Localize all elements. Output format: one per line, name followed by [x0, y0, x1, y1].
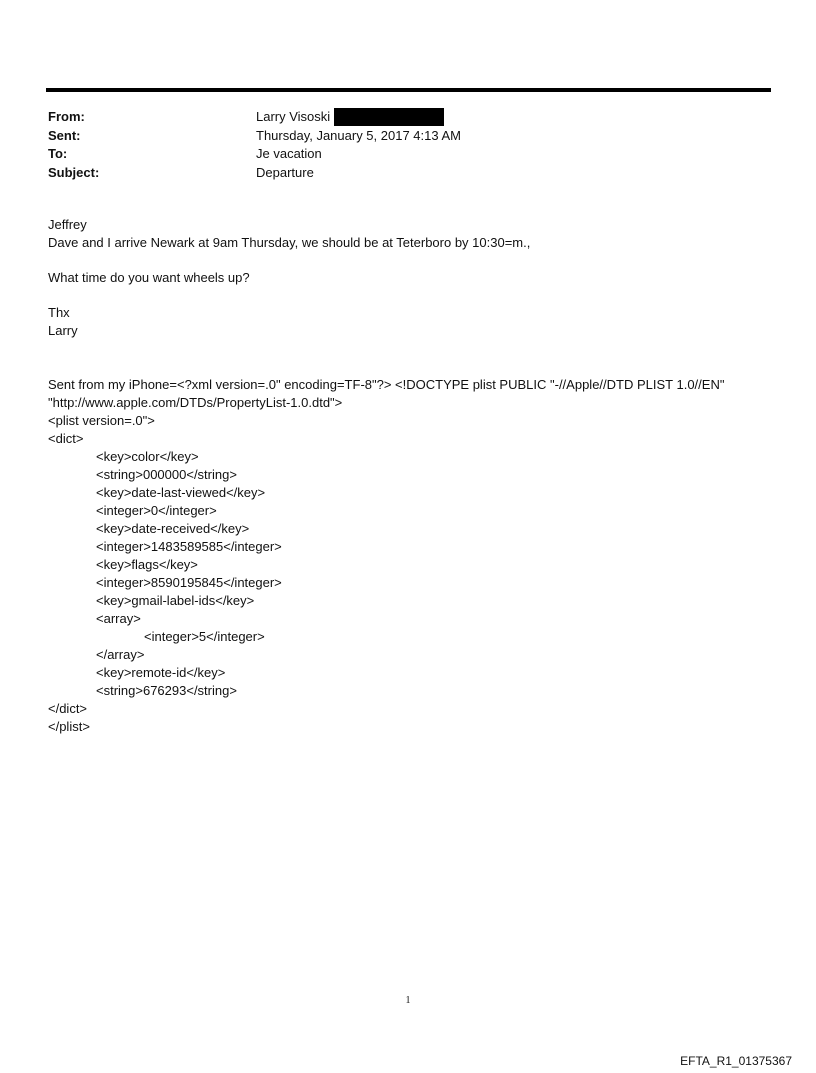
plist-open: <plist version=.0"> [48, 413, 155, 428]
integer-label: <integer>5</integer> [144, 629, 265, 644]
key-date-last-viewed: <key>date-last-viewed</key> [96, 485, 266, 500]
string-color: <string>000000</string> [96, 467, 237, 482]
email-body [48, 216, 778, 736]
sent-label: Sent: [48, 127, 81, 143]
to-label: To: [48, 146, 68, 161]
from-value: Larry Visoski [256, 109, 331, 124]
question-line: What time do you want wheels up? [48, 270, 250, 285]
sent-value: Thursday, January 5, 2017 4:13 AM [256, 127, 461, 143]
key-remote-id: <key>remote-id</key> [96, 665, 226, 680]
integer-date-last-viewed: <integer>0</integer> [96, 503, 217, 518]
email-header [48, 108, 748, 182]
subject-label: Subject: [48, 164, 100, 180]
dtd-url-line: "http://www.apple.com/DTDs/PropertyList-1.0.dtd"> [48, 395, 343, 410]
key-color: <key>color</key> [96, 449, 199, 464]
from-row [48, 108, 748, 127]
dict-close: </dict> [48, 701, 88, 716]
integer-date-received: <integer>1483589585</integer> [96, 539, 282, 554]
signature: Larry [48, 323, 78, 338]
bates-number: EFTA_R1_01375367 [680, 1054, 792, 1068]
dict-open: <dict> [48, 431, 84, 446]
from-label: From: [48, 109, 85, 124]
integer-flags: <integer>8590195845</integer> [96, 575, 282, 590]
subject-row [48, 164, 748, 183]
header-rule [46, 88, 771, 92]
page-number: 1 [405, 995, 411, 1006]
thanks-line: Thx [48, 305, 70, 320]
redaction-box [334, 108, 444, 126]
array-close: </array> [96, 647, 145, 662]
key-gmail-label-ids: <key>gmail-label-ids</key> [96, 593, 255, 608]
array-open: <array> [96, 611, 141, 626]
sent-from-line: Sent from my iPhone=<?xml version=.0" encoding=TF-8"?> <!DOCTYPE plist PUBLIC "-//Apple//DTD PLIST 1.0//EN" [48, 377, 725, 392]
plist-close: </plist> [48, 719, 90, 734]
subject-value: Departure [256, 164, 314, 180]
string-remote-id: <string>676293</string> [96, 683, 237, 698]
to-value: Je vacation [256, 146, 322, 161]
to-row [48, 145, 748, 164]
sent-row [48, 127, 748, 146]
key-flags: <key>flags</key> [96, 557, 198, 572]
body-line: Dave and I arrive Newark at 9am Thursday, we should be at Teterboro by 10:30=m., [48, 235, 531, 250]
greeting: Jeffrey [48, 217, 87, 232]
key-date-received: <key>date-received</key> [96, 521, 250, 536]
